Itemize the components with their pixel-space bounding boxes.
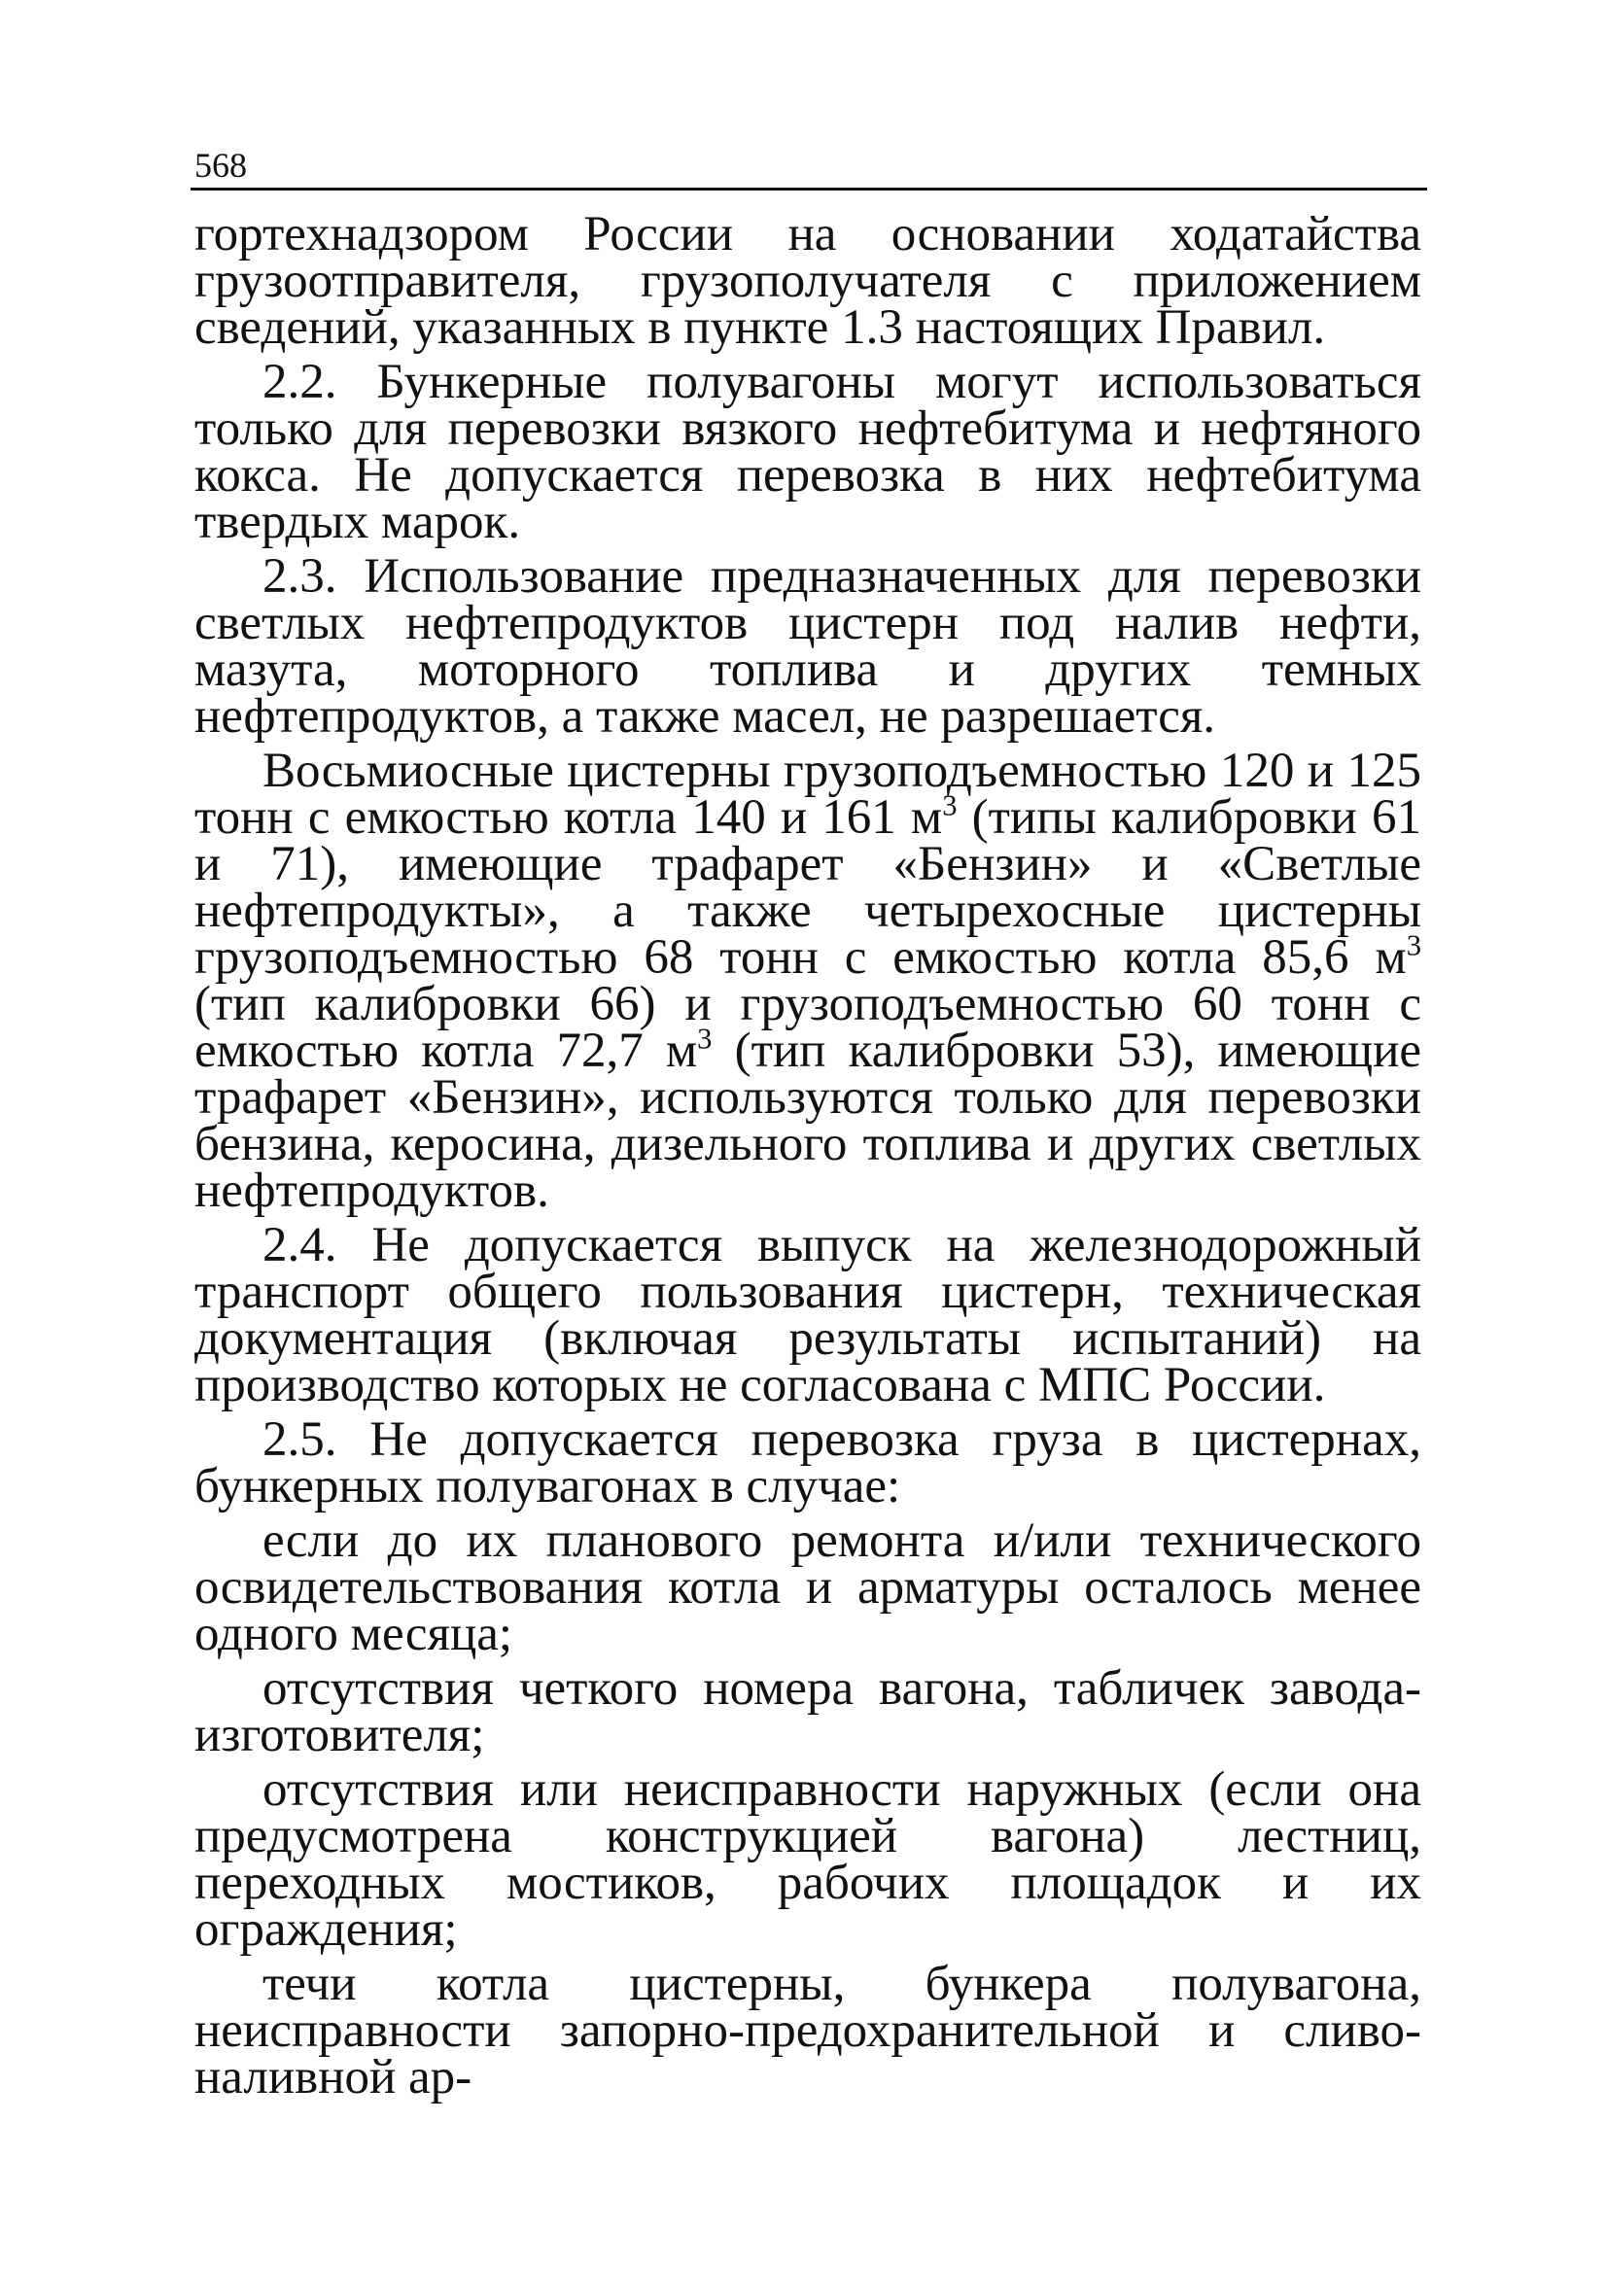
tank-text-part-1: Восьмиосные цистерны грузоподъемностью 120 и 125 тонн с емкостью котла 140 и 161 м: [194, 744, 1421, 845]
header-rule: [191, 188, 1427, 191]
list-item-repair: если до их планового ремонта и/или технического освидетельствования котла и арматуры осталось менее одного месяца;: [194, 1513, 1421, 1661]
tank-text-part-4: (тип калибровки 53), имеющие трафарет «Бензин», используются только для перевозки бензина, керосина, дизельного топлива и других светлых нефтепродуктов.: [194, 1024, 1421, 1218]
paragraph-continuation: гортехнадзором России на основании ходатайства грузоотправителя, грузополучателя с приложением сведений, указанных в пункте 1.3 настоящих Правил.: [194, 207, 1421, 355]
paragraph-2-4: 2.4. Не допускается выпуск на железнодорожный транспорт общего пользования цистерн, техническая документация (включая результаты испытаний) на производство которых не согласована с МПС России.: [194, 1218, 1421, 1412]
paragraph-2-2: 2.2. Бункерные полувагоны могут использоваться только для перевозки вязкого нефтебитума и нефтяного кокса. Не допускается перевозка в них нефтебитума твердых марок.: [194, 355, 1421, 549]
superscript-cubic-2: 3: [1406, 928, 1421, 962]
superscript-cubic-1: 3: [942, 788, 958, 822]
list-item-leaks: течи котла цистерны, бункера полувагона, неисправности запорно-предохранительной и сливо-наливной ар-: [194, 1957, 1421, 2105]
tank-text-part-3: (тип калибровки 66) и грузоподъемностью 60 тонн с емкостью котла 72,7 м: [194, 977, 1421, 1078]
list-item-number-plates: отсутствия четкого номера вагона, табличек завода-изготовителя;: [194, 1661, 1421, 1762]
text-body: [194, 207, 1421, 2108]
list-item-ladders: отсутствия или неисправности наружных (если она предусмотрена конструкцией вагона) лестниц, переходных мостиков, рабочих площадок и их ограждения;: [194, 1762, 1421, 1957]
paragraph-2-3: 2.3. Использование предназначенных для перевозки светлых нефтепродуктов цистерн под налив нефти, мазута, моторного топлива и других темных нефтепродуктов, а также масел, не разрешается.: [194, 549, 1421, 744]
superscript-cubic-3: 3: [697, 1022, 713, 1056]
paragraph-2-5: 2.5. Не допускается перевозка груза в цистернах, бункерных полувагонах в случае:: [194, 1412, 1421, 1513]
paragraph-eight-axle-tanks: [194, 744, 1421, 1218]
tank-text-part-2: (типы калибровки 61 и 71), имеющие трафарет «Бензин» и «Светлые нефтепродукты», а также четырехосные цистерны грузоподъемностью 68 тонн с емкостью котла 85,6 м: [194, 790, 1421, 985]
page-number: 568: [194, 146, 247, 185]
